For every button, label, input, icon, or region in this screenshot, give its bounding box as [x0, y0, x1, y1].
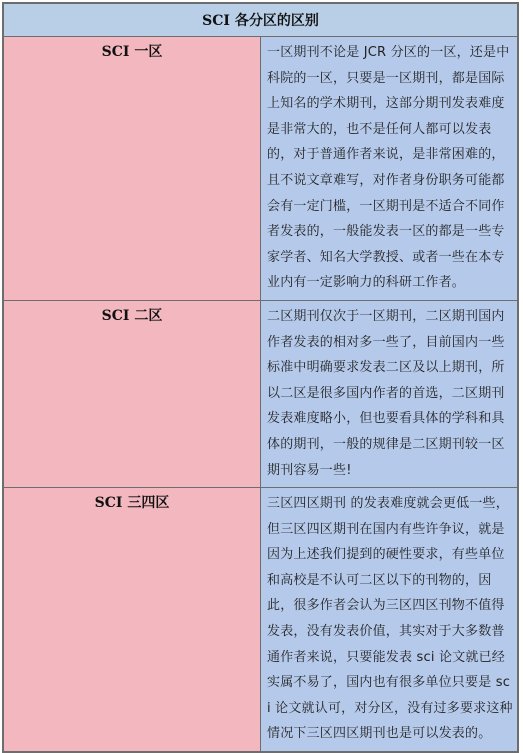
row-text-zone-2: 二区期刊仅次于一区期刊，二区期刊国内作者发表的相对多一些了，目前国内一些标准中明确要求发表二区及以上期刊，所以二区是很多国内作者的首选，二区期刊发表难度略小，但也要看具体的学科和具体的期刊，一般的规律是二区期刊较一区期刊容易一些!	[261, 300, 518, 487]
table-row-zone-1	[4, 37, 518, 301]
row-text-zone-1: 一区期刊不论是 JCR 分区的一区，还是中科院的一区，只要是一区期刊，都是国际上知名的学术期刊，这部分期刊发表难度是非常大的，也不是任何人都可以发表的，对于普通作者来说，是非常困难的，且不说文章难写，对作者身份职务可能都会有一定门槛，一区期刊是不适合不同作者发表的，一般能发表一区的都是一些专家学者、知名大学教授、或者一些在本专业内有一定影响力的科研工作者。	[261, 37, 518, 301]
sci-partition-table-frame	[2, 2, 519, 753]
row-text-zone-3-4: 三区四区期刊 的发表难度就会更低一些，但三区四区期刊在国内有些许争议，就是因为上述我们提到的硬性要求，有些单位和高校是不认可二区以下的刊物的，因此，很多作者会认为三区四区刊物不值得发表，没有发表价值，其实对于大多数普通作者来说，只要能发表 sci 论文就已经实属不易了，国内也有很多单位只要是 sci 论文就认可，对分区，没有过多要求这种情况下三区四区期刊也是可以发表的。	[261, 488, 518, 752]
row-label-zone-2: SCI 二区	[4, 300, 261, 487]
sci-partition-table	[3, 3, 518, 752]
row-label-zone-1: SCI 一区	[4, 37, 261, 301]
table-title: SCI 各分区的区别	[4, 4, 518, 37]
table-row-zone-2	[4, 300, 518, 487]
row-label-zone-3-4: SCI 三四区	[4, 488, 261, 752]
table-row-zone-3-4	[4, 488, 518, 752]
table-header-row	[4, 4, 518, 37]
